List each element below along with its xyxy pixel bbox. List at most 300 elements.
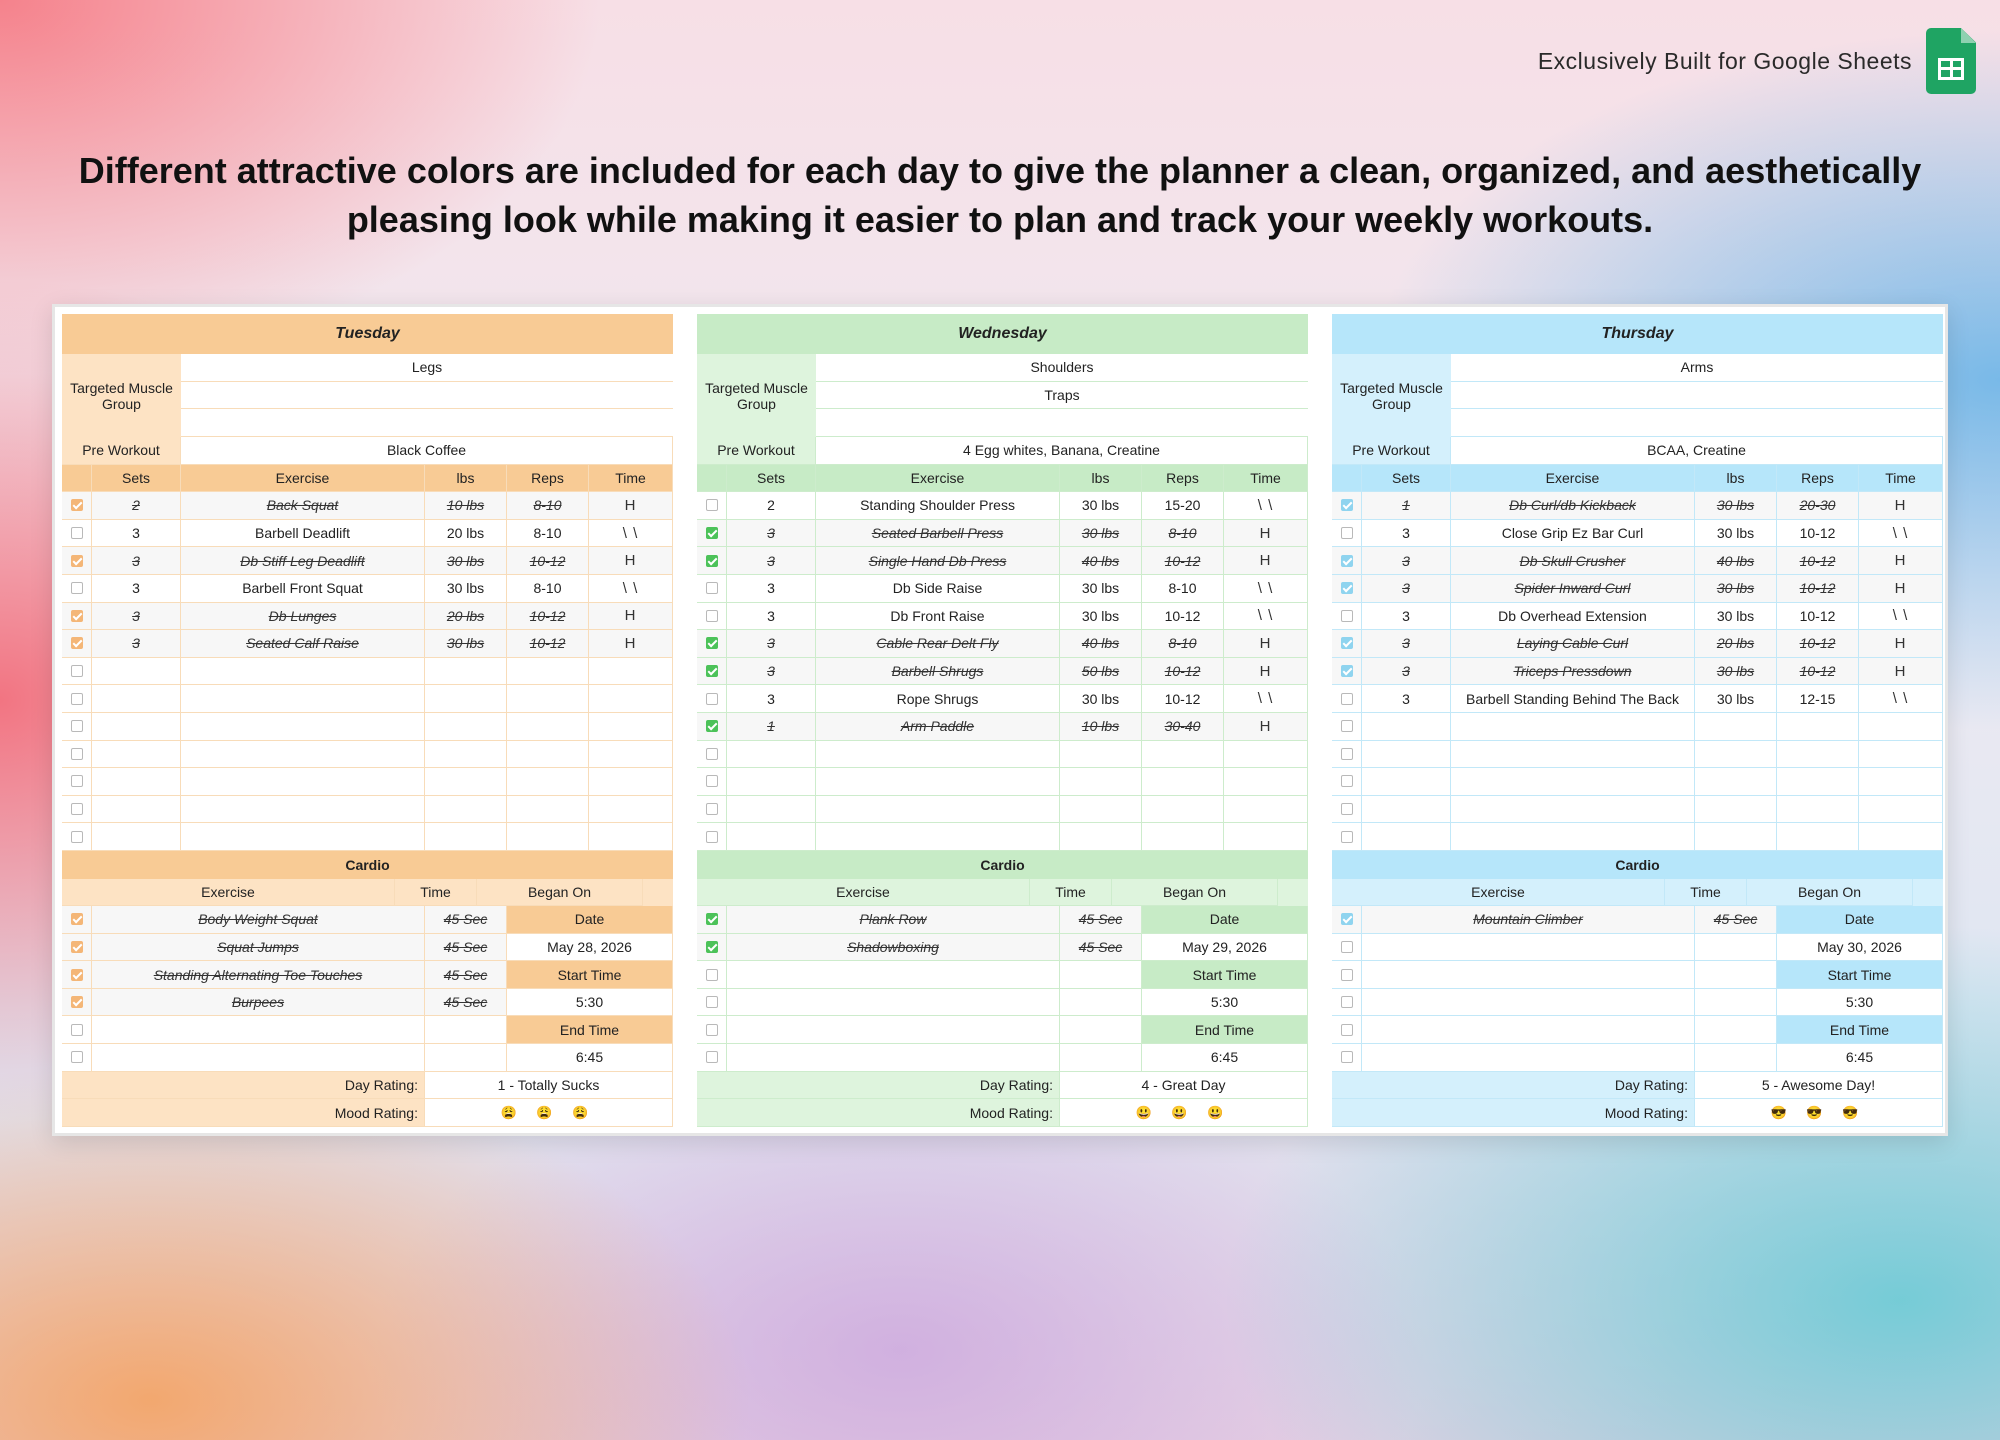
lbs-cell[interactable] [1060, 603, 1142, 631]
end-time-value[interactable] [1142, 1044, 1308, 1072]
unchecked-checkbox[interactable] [1341, 720, 1353, 732]
checked-checkbox[interactable] [706, 637, 718, 649]
lbs-cell[interactable] [1060, 823, 1142, 851]
lbs-cell[interactable] [1695, 685, 1777, 713]
exercise-cell[interactable] [816, 741, 1060, 769]
unchecked-checkbox[interactable] [1341, 775, 1353, 787]
cardio-time-cell[interactable] [425, 906, 507, 934]
checked-checkbox[interactable] [71, 996, 83, 1008]
lbs-cell[interactable] [1060, 796, 1142, 824]
checked-checkbox[interactable] [1341, 913, 1353, 925]
timer-cell[interactable] [1859, 658, 1943, 686]
reps-cell[interactable] [1777, 520, 1859, 548]
lbs-cell[interactable] [1060, 685, 1142, 713]
lbs-cell[interactable] [1060, 492, 1142, 520]
exercise-cell[interactable] [1451, 796, 1695, 824]
cardio-exercise-cell[interactable] [1362, 906, 1695, 934]
checked-checkbox[interactable] [1341, 582, 1353, 594]
unchecked-checkbox[interactable] [71, 775, 83, 787]
timer-cell[interactable] [1224, 492, 1308, 520]
lbs-cell[interactable] [425, 547, 507, 575]
unchecked-checkbox[interactable] [1341, 693, 1353, 705]
sets-cell[interactable] [1362, 741, 1451, 769]
lbs-cell[interactable] [425, 741, 507, 769]
muscle-group-cell[interactable] [181, 354, 673, 382]
cardio-time-cell[interactable] [1060, 1016, 1142, 1044]
sets-cell[interactable] [92, 713, 181, 741]
cardio-exercise-cell[interactable] [1362, 1044, 1695, 1072]
timer-cell[interactable] [589, 741, 673, 769]
unchecked-checkbox[interactable] [71, 831, 83, 843]
sets-cell[interactable] [1362, 658, 1451, 686]
cardio-exercise-cell[interactable] [1362, 934, 1695, 962]
timer-cell[interactable] [1859, 713, 1943, 741]
reps-cell[interactable] [507, 630, 589, 658]
timer-cell[interactable] [1859, 575, 1943, 603]
cardio-exercise-cell[interactable] [727, 1016, 1060, 1044]
exercise-cell[interactable] [816, 685, 1060, 713]
timer-cell[interactable] [589, 575, 673, 603]
pre-workout-value[interactable] [816, 437, 1308, 465]
unchecked-checkbox[interactable] [706, 775, 718, 787]
sets-cell[interactable] [1362, 547, 1451, 575]
exercise-cell[interactable] [1451, 823, 1695, 851]
reps-cell[interactable] [507, 823, 589, 851]
timer-cell[interactable] [1859, 520, 1943, 548]
exercise-cell[interactable] [181, 492, 425, 520]
checked-checkbox[interactable] [1341, 555, 1353, 567]
sets-cell[interactable] [92, 685, 181, 713]
checked-checkbox[interactable] [71, 969, 83, 981]
timer-cell[interactable] [1224, 630, 1308, 658]
unchecked-checkbox[interactable] [706, 803, 718, 815]
cardio-time-cell[interactable] [425, 1044, 507, 1072]
start-time-value[interactable] [1777, 989, 1943, 1017]
sets-cell[interactable] [1362, 685, 1451, 713]
lbs-cell[interactable] [1695, 603, 1777, 631]
cardio-exercise-cell[interactable] [92, 989, 425, 1017]
exercise-cell[interactable] [1451, 603, 1695, 631]
sets-cell[interactable] [92, 658, 181, 686]
pre-workout-value[interactable] [181, 437, 673, 465]
reps-cell[interactable] [1142, 685, 1224, 713]
checked-checkbox[interactable] [71, 941, 83, 953]
reps-cell[interactable] [1142, 492, 1224, 520]
sets-cell[interactable] [92, 520, 181, 548]
start-time-value[interactable] [507, 989, 673, 1017]
exercise-cell[interactable] [181, 685, 425, 713]
sets-cell[interactable] [92, 823, 181, 851]
reps-cell[interactable] [507, 603, 589, 631]
reps-cell[interactable] [1777, 603, 1859, 631]
date-value[interactable] [507, 934, 673, 962]
checked-checkbox[interactable] [1341, 665, 1353, 677]
exercise-cell[interactable] [1451, 520, 1695, 548]
unchecked-checkbox[interactable] [1341, 941, 1353, 953]
sets-cell[interactable] [1362, 796, 1451, 824]
timer-cell[interactable] [1224, 658, 1308, 686]
sets-cell[interactable] [92, 768, 181, 796]
reps-cell[interactable] [1777, 741, 1859, 769]
checked-checkbox[interactable] [71, 913, 83, 925]
exercise-cell[interactable] [816, 575, 1060, 603]
sets-cell[interactable] [727, 768, 816, 796]
reps-cell[interactable] [1777, 547, 1859, 575]
reps-cell[interactable] [1777, 713, 1859, 741]
timer-cell[interactable] [589, 768, 673, 796]
reps-cell[interactable] [1142, 630, 1224, 658]
start-time-value[interactable] [1142, 989, 1308, 1017]
mood-rating-dropdown[interactable] [1695, 1099, 1943, 1127]
unchecked-checkbox[interactable] [1341, 1024, 1353, 1036]
checked-checkbox[interactable] [706, 941, 718, 953]
reps-cell[interactable] [507, 492, 589, 520]
cardio-exercise-cell[interactable] [1362, 989, 1695, 1017]
timer-cell[interactable] [589, 658, 673, 686]
muscle-group-cell[interactable] [816, 409, 1308, 437]
checked-checkbox[interactable] [706, 527, 718, 539]
timer-cell[interactable] [589, 520, 673, 548]
cardio-exercise-cell[interactable] [1362, 1016, 1695, 1044]
reps-cell[interactable] [1777, 492, 1859, 520]
sets-cell[interactable] [92, 741, 181, 769]
reps-cell[interactable] [1777, 768, 1859, 796]
reps-cell[interactable] [507, 575, 589, 603]
sets-cell[interactable] [1362, 768, 1451, 796]
sets-cell[interactable] [1362, 713, 1451, 741]
cardio-exercise-cell[interactable] [727, 906, 1060, 934]
unchecked-checkbox[interactable] [71, 582, 83, 594]
lbs-cell[interactable] [1695, 520, 1777, 548]
reps-cell[interactable] [1777, 823, 1859, 851]
reps-cell[interactable] [1142, 547, 1224, 575]
exercise-cell[interactable] [816, 796, 1060, 824]
timer-cell[interactable] [589, 685, 673, 713]
reps-cell[interactable] [507, 768, 589, 796]
exercise-cell[interactable] [816, 547, 1060, 575]
lbs-cell[interactable] [1695, 823, 1777, 851]
lbs-cell[interactable] [1060, 547, 1142, 575]
checked-checkbox[interactable] [706, 913, 718, 925]
cardio-time-cell[interactable] [425, 989, 507, 1017]
date-value[interactable] [1777, 934, 1943, 962]
cardio-exercise-cell[interactable] [92, 906, 425, 934]
lbs-cell[interactable] [1695, 575, 1777, 603]
lbs-cell[interactable] [1695, 658, 1777, 686]
exercise-cell[interactable] [181, 713, 425, 741]
sets-cell[interactable] [727, 658, 816, 686]
lbs-cell[interactable] [425, 575, 507, 603]
exercise-cell[interactable] [816, 603, 1060, 631]
sets-cell[interactable] [1362, 575, 1451, 603]
timer-cell[interactable] [1224, 741, 1308, 769]
sets-cell[interactable] [92, 547, 181, 575]
cardio-time-cell[interactable] [1695, 1016, 1777, 1044]
lbs-cell[interactable] [425, 685, 507, 713]
reps-cell[interactable] [1777, 630, 1859, 658]
cardio-exercise-cell[interactable] [92, 1044, 425, 1072]
lbs-cell[interactable] [425, 768, 507, 796]
muscle-group-cell[interactable] [181, 382, 673, 410]
cardio-time-cell[interactable] [1060, 934, 1142, 962]
reps-cell[interactable] [507, 520, 589, 548]
cardio-exercise-cell[interactable] [727, 961, 1060, 989]
day-rating-dropdown[interactable] [425, 1072, 673, 1100]
lbs-cell[interactable] [1695, 713, 1777, 741]
unchecked-checkbox[interactable] [71, 527, 83, 539]
reps-cell[interactable] [1142, 575, 1224, 603]
reps-cell[interactable] [507, 796, 589, 824]
sets-cell[interactable] [727, 796, 816, 824]
lbs-cell[interactable] [425, 520, 507, 548]
sets-cell[interactable] [727, 713, 816, 741]
exercise-cell[interactable] [181, 768, 425, 796]
timer-cell[interactable] [1859, 768, 1943, 796]
sets-cell[interactable] [1362, 520, 1451, 548]
timer-cell[interactable] [1859, 685, 1943, 713]
timer-cell[interactable] [1224, 713, 1308, 741]
checked-checkbox[interactable] [71, 637, 83, 649]
lbs-cell[interactable] [425, 630, 507, 658]
sets-cell[interactable] [92, 492, 181, 520]
sets-cell[interactable] [727, 685, 816, 713]
reps-cell[interactable] [1142, 520, 1224, 548]
muscle-group-cell[interactable] [1451, 382, 1943, 410]
sets-cell[interactable] [1362, 630, 1451, 658]
timer-cell[interactable] [1224, 520, 1308, 548]
date-value[interactable] [1142, 934, 1308, 962]
timer-cell[interactable] [589, 547, 673, 575]
unchecked-checkbox[interactable] [1341, 748, 1353, 760]
timer-cell[interactable] [1224, 768, 1308, 796]
unchecked-checkbox[interactable] [71, 693, 83, 705]
unchecked-checkbox[interactable] [71, 1024, 83, 1036]
lbs-cell[interactable] [1060, 520, 1142, 548]
cardio-time-cell[interactable] [1695, 1044, 1777, 1072]
sets-cell[interactable] [1362, 603, 1451, 631]
unchecked-checkbox[interactable] [1341, 527, 1353, 539]
unchecked-checkbox[interactable] [706, 610, 718, 622]
reps-cell[interactable] [507, 685, 589, 713]
lbs-cell[interactable] [425, 658, 507, 686]
timer-cell[interactable] [589, 492, 673, 520]
lbs-cell[interactable] [425, 603, 507, 631]
cardio-time-cell[interactable] [425, 934, 507, 962]
exercise-cell[interactable] [816, 713, 1060, 741]
muscle-group-cell[interactable] [1451, 409, 1943, 437]
reps-cell[interactable] [507, 741, 589, 769]
timer-cell[interactable] [1224, 603, 1308, 631]
lbs-cell[interactable] [1060, 575, 1142, 603]
exercise-cell[interactable] [816, 492, 1060, 520]
sets-cell[interactable] [1362, 823, 1451, 851]
reps-cell[interactable] [1142, 796, 1224, 824]
unchecked-checkbox[interactable] [1341, 996, 1353, 1008]
unchecked-checkbox[interactable] [1341, 610, 1353, 622]
mood-rating-dropdown[interactable] [1060, 1099, 1308, 1127]
muscle-group-cell[interactable] [816, 382, 1308, 410]
checked-checkbox[interactable] [71, 555, 83, 567]
timer-cell[interactable] [589, 630, 673, 658]
sets-cell[interactable] [727, 547, 816, 575]
unchecked-checkbox[interactable] [706, 831, 718, 843]
lbs-cell[interactable] [1695, 630, 1777, 658]
sets-cell[interactable] [727, 630, 816, 658]
unchecked-checkbox[interactable] [706, 582, 718, 594]
muscle-group-cell[interactable] [181, 409, 673, 437]
lbs-cell[interactable] [425, 796, 507, 824]
lbs-cell[interactable] [1060, 741, 1142, 769]
exercise-cell[interactable] [1451, 741, 1695, 769]
exercise-cell[interactable] [181, 796, 425, 824]
cardio-time-cell[interactable] [425, 961, 507, 989]
reps-cell[interactable] [1777, 575, 1859, 603]
exercise-cell[interactable] [181, 630, 425, 658]
cardio-time-cell[interactable] [1695, 989, 1777, 1017]
unchecked-checkbox[interactable] [71, 665, 83, 677]
cardio-time-cell[interactable] [1695, 934, 1777, 962]
exercise-cell[interactable] [1451, 685, 1695, 713]
unchecked-checkbox[interactable] [1341, 803, 1353, 815]
unchecked-checkbox[interactable] [1341, 831, 1353, 843]
cardio-time-cell[interactable] [1060, 1044, 1142, 1072]
timer-cell[interactable] [1224, 547, 1308, 575]
lbs-cell[interactable] [425, 823, 507, 851]
sets-cell[interactable] [727, 823, 816, 851]
lbs-cell[interactable] [425, 492, 507, 520]
exercise-cell[interactable] [181, 823, 425, 851]
exercise-cell[interactable] [1451, 713, 1695, 741]
cardio-time-cell[interactable] [1695, 906, 1777, 934]
checked-checkbox[interactable] [706, 555, 718, 567]
checked-checkbox[interactable] [71, 610, 83, 622]
checked-checkbox[interactable] [706, 665, 718, 677]
end-time-value[interactable] [1777, 1044, 1943, 1072]
unchecked-checkbox[interactable] [706, 693, 718, 705]
sets-cell[interactable] [727, 603, 816, 631]
lbs-cell[interactable] [1695, 741, 1777, 769]
checked-checkbox[interactable] [1341, 637, 1353, 649]
pre-workout-value[interactable] [1451, 437, 1943, 465]
unchecked-checkbox[interactable] [706, 969, 718, 981]
lbs-cell[interactable] [1060, 630, 1142, 658]
cardio-exercise-cell[interactable] [92, 934, 425, 962]
lbs-cell[interactable] [1695, 768, 1777, 796]
sets-cell[interactable] [92, 575, 181, 603]
cardio-exercise-cell[interactable] [1362, 961, 1695, 989]
timer-cell[interactable] [1859, 492, 1943, 520]
exercise-cell[interactable] [816, 520, 1060, 548]
lbs-cell[interactable] [1695, 492, 1777, 520]
timer-cell[interactable] [589, 713, 673, 741]
unchecked-checkbox[interactable] [706, 748, 718, 760]
reps-cell[interactable] [1777, 658, 1859, 686]
sets-cell[interactable] [727, 741, 816, 769]
cardio-exercise-cell[interactable] [92, 961, 425, 989]
unchecked-checkbox[interactable] [1341, 969, 1353, 981]
timer-cell[interactable] [1859, 547, 1943, 575]
unchecked-checkbox[interactable] [706, 499, 718, 511]
end-time-value[interactable] [507, 1044, 673, 1072]
exercise-cell[interactable] [816, 823, 1060, 851]
sets-cell[interactable] [92, 796, 181, 824]
cardio-time-cell[interactable] [1060, 989, 1142, 1017]
mood-rating-dropdown[interactable] [425, 1099, 673, 1127]
sets-cell[interactable] [727, 520, 816, 548]
lbs-cell[interactable] [425, 713, 507, 741]
lbs-cell[interactable] [1060, 768, 1142, 796]
unchecked-checkbox[interactable] [71, 803, 83, 815]
unchecked-checkbox[interactable] [706, 1024, 718, 1036]
timer-cell[interactable] [1224, 823, 1308, 851]
timer-cell[interactable] [1859, 630, 1943, 658]
exercise-cell[interactable] [1451, 547, 1695, 575]
timer-cell[interactable] [1859, 796, 1943, 824]
cardio-exercise-cell[interactable] [727, 989, 1060, 1017]
exercise-cell[interactable] [1451, 575, 1695, 603]
lbs-cell[interactable] [1695, 547, 1777, 575]
day-rating-dropdown[interactable] [1060, 1072, 1308, 1100]
sets-cell[interactable] [92, 603, 181, 631]
reps-cell[interactable] [1142, 768, 1224, 796]
lbs-cell[interactable] [1695, 796, 1777, 824]
muscle-group-cell[interactable] [816, 354, 1308, 382]
lbs-cell[interactable] [1060, 658, 1142, 686]
exercise-cell[interactable] [1451, 630, 1695, 658]
exercise-cell[interactable] [181, 603, 425, 631]
cardio-time-cell[interactable] [425, 1016, 507, 1044]
exercise-cell[interactable] [181, 658, 425, 686]
timer-cell[interactable] [1859, 603, 1943, 631]
timer-cell[interactable] [1224, 575, 1308, 603]
cardio-time-cell[interactable] [1695, 961, 1777, 989]
exercise-cell[interactable] [181, 520, 425, 548]
exercise-cell[interactable] [1451, 768, 1695, 796]
cardio-time-cell[interactable] [1060, 906, 1142, 934]
muscle-group-cell[interactable] [1451, 354, 1943, 382]
cardio-exercise-cell[interactable] [727, 1044, 1060, 1072]
timer-cell[interactable] [1224, 685, 1308, 713]
reps-cell[interactable] [1777, 685, 1859, 713]
checked-checkbox[interactable] [1341, 499, 1353, 511]
reps-cell[interactable] [1142, 603, 1224, 631]
sets-cell[interactable] [727, 575, 816, 603]
cardio-exercise-cell[interactable] [727, 934, 1060, 962]
exercise-cell[interactable] [1451, 658, 1695, 686]
reps-cell[interactable] [507, 658, 589, 686]
timer-cell[interactable] [589, 796, 673, 824]
unchecked-checkbox[interactable] [706, 996, 718, 1008]
reps-cell[interactable] [507, 547, 589, 575]
exercise-cell[interactable] [181, 741, 425, 769]
exercise-cell[interactable] [1451, 492, 1695, 520]
reps-cell[interactable] [1777, 796, 1859, 824]
cardio-time-cell[interactable] [1060, 961, 1142, 989]
timer-cell[interactable] [589, 823, 673, 851]
unchecked-checkbox[interactable] [71, 1051, 83, 1063]
reps-cell[interactable] [507, 713, 589, 741]
timer-cell[interactable] [1859, 823, 1943, 851]
unchecked-checkbox[interactable] [1341, 1051, 1353, 1063]
reps-cell[interactable] [1142, 823, 1224, 851]
reps-cell[interactable] [1142, 658, 1224, 686]
checked-checkbox[interactable] [71, 499, 83, 511]
timer-cell[interactable] [589, 603, 673, 631]
sets-cell[interactable] [92, 630, 181, 658]
unchecked-checkbox[interactable] [71, 720, 83, 732]
cardio-exercise-cell[interactable] [92, 1016, 425, 1044]
exercise-cell[interactable] [181, 575, 425, 603]
